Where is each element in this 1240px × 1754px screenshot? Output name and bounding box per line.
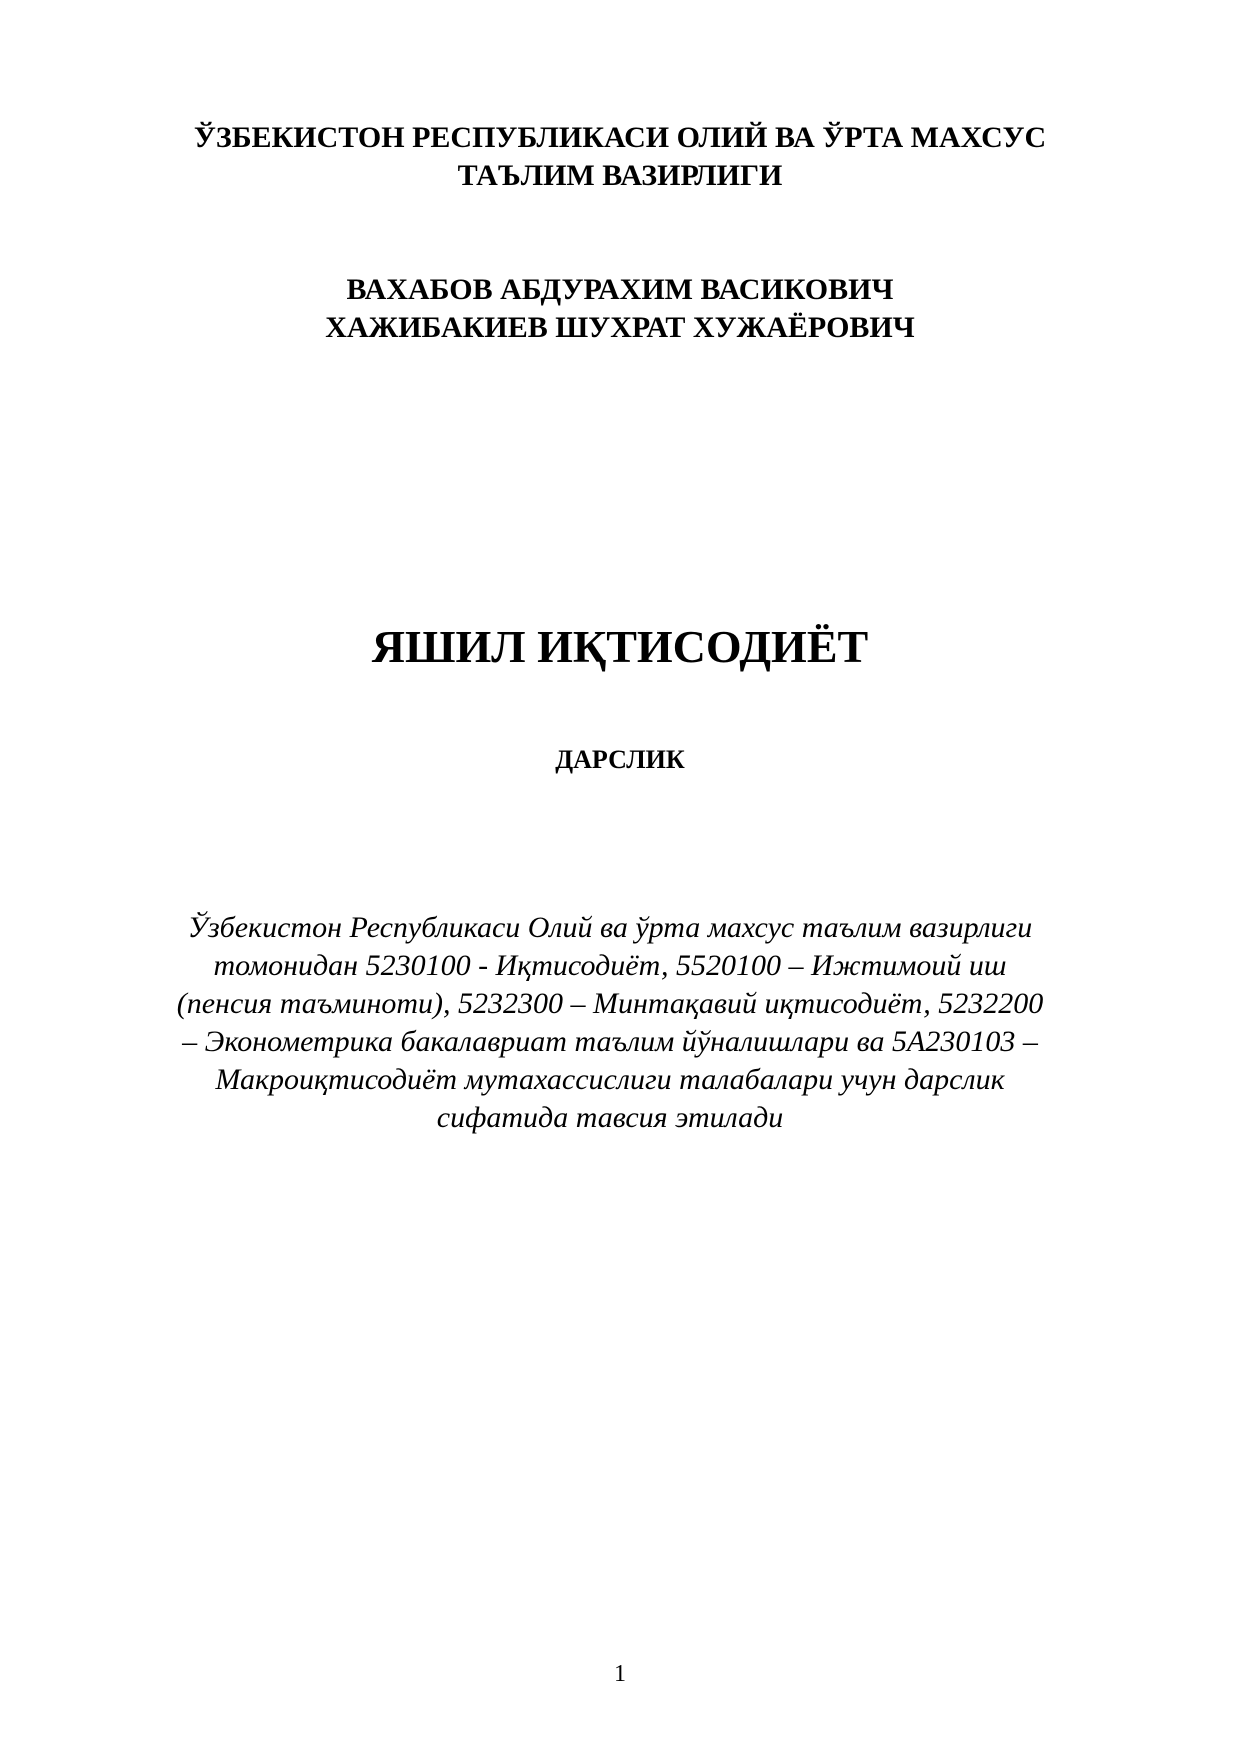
recommendation-line-2: томонидан 5230100 - Иқтисодиёт, 5520100 – Ижтимоий иш: [213, 949, 1007, 982]
recommendation-line-4: – Эконометрика бакалавриат таълим йўналишлари ва 5А230103 –: [182, 1025, 1038, 1058]
page-number: 1: [614, 1661, 626, 1687]
document-type: ДАРСЛИК: [555, 745, 685, 774]
recommendation-line-3: (пенсия таъминоти), 5232300 – Минтақавий иқтисодиёт, 5232200: [176, 987, 1044, 1020]
author-1: ВАХАБОВ АБДУРАХИМ ВАСИКОВИЧ: [346, 273, 894, 306]
recommendation-line-5: Макроиқтисодиёт мутахассислиги талабалари учун дарслик: [215, 1063, 1005, 1096]
author-2: ХАЖИБАКИЕВ ШУХРАТ ХУЖАЁРОВИЧ: [325, 311, 915, 344]
recommendation-line-1: Ўзбекистон Республикаси Олий ва ўрта махсус таълим вазирлиги: [187, 911, 1033, 944]
ministry-line-2: ТАЪЛИМ ВАЗИРЛИГИ: [457, 159, 783, 192]
recommendation-line-6: сифатида тавсия этилади: [436, 1101, 784, 1134]
book-title: ЯШИЛ ИҚТИСОДИЁТ: [371, 621, 869, 672]
ministry-line-1: ЎЗБЕКИСТОН РЕСПУБЛИКАСИ ОЛИЙ ВА ЎРТА МАХСУС: [193, 121, 1047, 154]
